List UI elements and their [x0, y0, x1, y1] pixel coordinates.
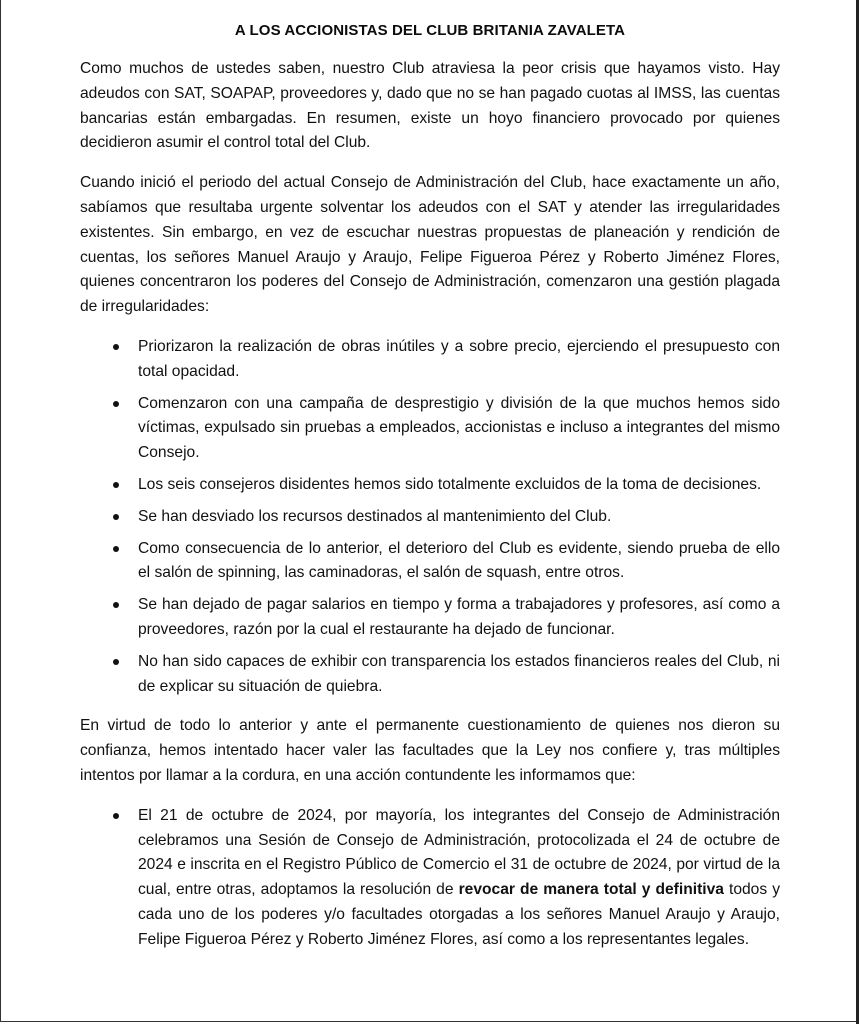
resolution-item — [138, 804, 780, 953]
list-item: Se han desviado los recursos destinados al mantenimiento del Club. — [138, 505, 780, 530]
list-item: Como consecuencia de lo anterior, el deterioro del Club es evidente, siendo prueba de ello el salón de spinning, las caminadoras, el salón de squash, entre otros. — [138, 537, 780, 587]
action-paragraph: En virtud de todo lo anterior y ante el permanente cuestionamiento de quienes nos dieron su confianza, hemos intentado hacer valer las facultades que la Ley nos confiere y, tras múltiples intentos por llamar a la cordura, en una acción contundente les informamos que: — [80, 717, 780, 784]
document-title: A LOS ACCIONISTAS DEL CLUB BRITANIA ZAVALETA — [234, 22, 626, 39]
resolution-text-end: todos y cada uno de los poderes y/o facultades otorgadas a los señores Manuel Araujo y Araujo, Felipe Figueroa Pérez y Roberto Jiménez Flores, así como a los representantes legales. — [138, 881, 781, 948]
resolution-text-start: El 21 de octubre de 2024, por mayoría, los integrantes del Consejo de Administración celebramos una Sesión de Consejo de Administración, protocolizada el 24 de octubre de 2024 e inscrita en el Registro Público de Comercio el 31 de octubre de 2024, por virtud de la cual, entre otras, adoptamos la resolución de — [138, 806, 780, 899]
list-item: Comenzaron con una campaña de desprestigio y división de la que muchos hemos sido víctimas, expulsado sin pruebas a empleados, accionistas e incluso a integrantes del mismo Consejo. — [138, 392, 780, 466]
irregularities-list — [80, 335, 780, 699]
list-item: Los seis consejeros disidentes hemos sido totalmente excluidos de la toma de decisiones. — [138, 473, 780, 498]
document-page — [80, 22, 780, 968]
context-paragraph: Cuando inició el periodo del actual Consejo de Administración del Club, hace exactamente un año, sabíamos que resultaba urgente solventar los adeudos con el SAT y atender las irregularidades existentes. Sin embargo, en vez de escuchar nuestras propuestas de planeación y rendición de cuentas, los señores Manuel Araujo y Araujo, Felipe Figueroa Pérez y Roberto Jiménez Flores, quienes concentraron los poderes del Consejo de Administración, comenzaron una gestión plagada de irregularidades: — [80, 174, 780, 316]
intro-paragraph: Como muchos de ustedes saben, nuestro Club atraviesa la peor crisis que hayamos visto. Hay adeudos con SAT, SOAPAP, proveedores y, dado que no se han pagado cuotas al IMSS, las cuentas bancarias están embargadas. En resumen, existe un hoyo financiero provocado por quienes decidieron asumir el control total del Club. — [80, 60, 780, 152]
list-item: Se han dejado de pagar salarios en tiempo y forma a trabajadores y profesores, así como a proveedores, razón por la cual el restaurante ha dejado de funcionar. — [138, 593, 780, 643]
list-item: No han sido capaces de exhibir con transparencia los estados financieros reales del Club, ni de explicar su situación de quiebra. — [138, 650, 780, 700]
list-item: Priorizaron la realización de obras inútiles y a sobre precio, ejerciendo el presupuesto con total opacidad. — [138, 335, 780, 385]
resolution-list — [80, 804, 780, 953]
resolution-emphasis: revocar de manera total y definitiva — [458, 881, 724, 899]
